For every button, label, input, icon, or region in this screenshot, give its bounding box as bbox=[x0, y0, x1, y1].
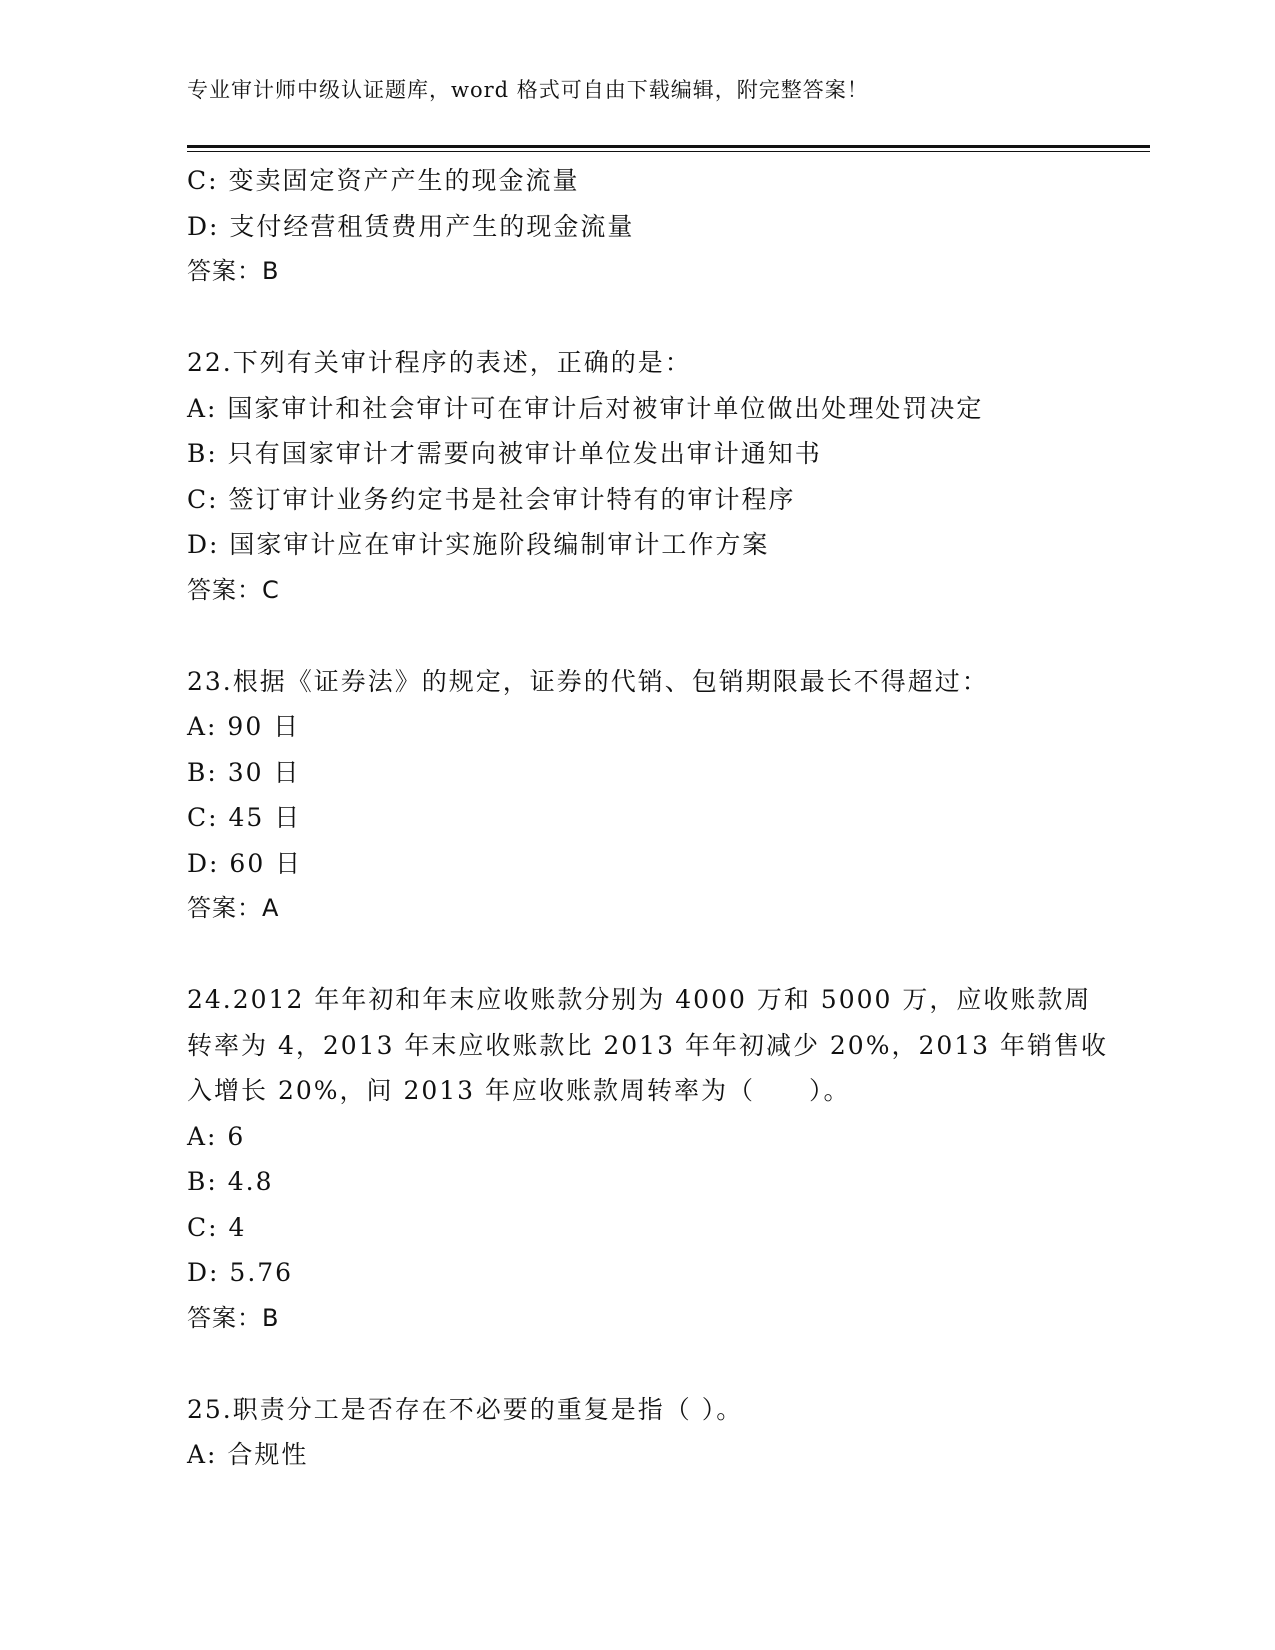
q23-answer: 答案：A bbox=[187, 894, 280, 922]
page-header: 专业审计师中级认证题库，word 格式可自由下载编辑，附完整答案！ bbox=[187, 78, 869, 102]
q21-option-c: C: 变卖固定资产产生的现金流量 bbox=[187, 166, 580, 195]
q22-option-c: C: 签订审计业务约定书是社会审计特有的审计程序 bbox=[187, 484, 796, 514]
q23-option-a: A: 90 日 bbox=[187, 712, 301, 741]
q24-question-line-1: 24.2012 年年初和年末应收账款分别为 4000 万和 5000 万，应收账款周 bbox=[187, 985, 1092, 1014]
q24-answer: 答案：B bbox=[187, 1303, 280, 1332]
q23-option-b: B: 30 日 bbox=[187, 757, 301, 787]
q24-question-line-2: 转率为 4，2013 年末应收账款比 2013 年年初减少 20%，2013 年销售收 bbox=[187, 1030, 1109, 1060]
spacer bbox=[187, 613, 1087, 659]
q23-option-d: D: 60 日 bbox=[187, 848, 303, 878]
q23-option-c: C: 45 日 bbox=[187, 803, 302, 832]
q24-question-line-3: 入增长 20%，问 2013 年应收账款周转率为（ ）。 bbox=[187, 1076, 851, 1105]
q24-option-d: D: 5.76 bbox=[187, 1258, 294, 1287]
q22-answer: 答案：C bbox=[187, 575, 280, 604]
q25-option-a: A: 合规性 bbox=[187, 1440, 309, 1469]
spacer bbox=[187, 932, 1087, 978]
q24-option-b: B: 4.8 bbox=[187, 1167, 274, 1196]
spacer bbox=[187, 1341, 1087, 1387]
q22-option-b: B: 只有国家审计才需要向被审计单位发出审计通知书 bbox=[187, 439, 822, 468]
q24-option-a: A: 6 bbox=[187, 1121, 246, 1151]
q25-question: 25.职责分工是否存在不必要的重复是指（ ）。 bbox=[187, 1394, 744, 1424]
q22-option-a: A: 国家审计和社会审计可在审计后对被审计单位做出处理处罚决定 bbox=[187, 393, 984, 423]
spacer bbox=[187, 295, 1087, 341]
q23-question: 23.根据《证券法》的规定，证券的代销、包销期限最长不得超过： bbox=[187, 666, 989, 696]
q21-option-d: D: 支付经营租赁费用产生的现金流量 bbox=[187, 211, 635, 241]
q24-option-c: C: 4 bbox=[187, 1212, 247, 1242]
q22-question: 22.下列有关审计程序的表述，正确的是： bbox=[187, 348, 692, 377]
q22-option-d: D: 国家审计应在审计实施阶段编制审计工作方案 bbox=[187, 530, 770, 559]
header-divider bbox=[187, 145, 1150, 152]
q21-answer: 答案：B bbox=[187, 257, 280, 285]
question-content bbox=[187, 158, 1109, 1478]
